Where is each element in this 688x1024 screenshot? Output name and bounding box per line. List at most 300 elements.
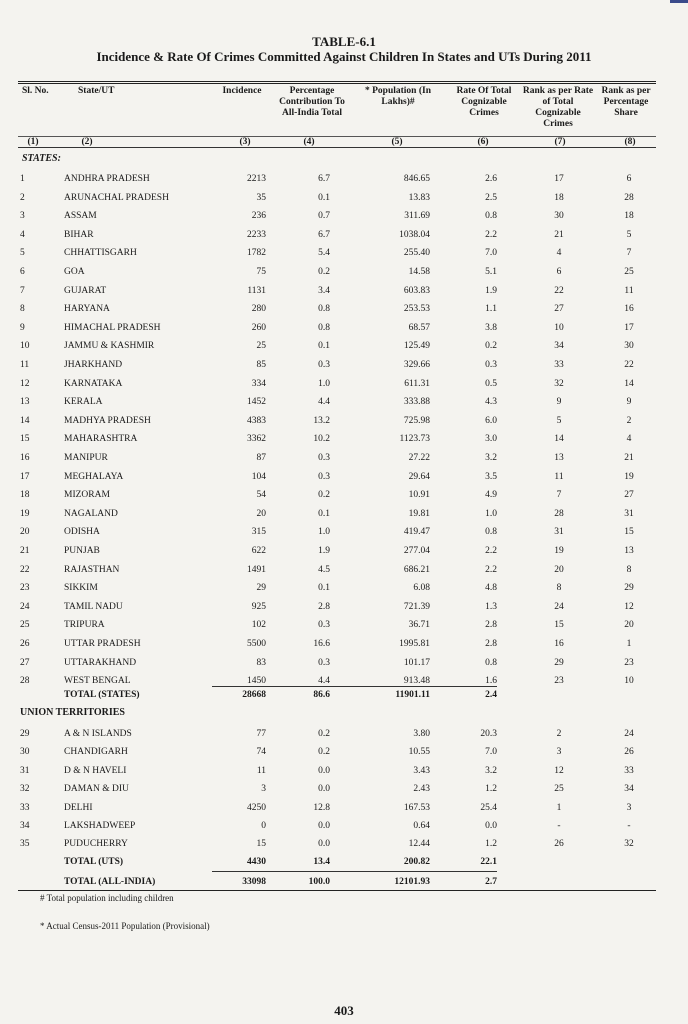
- page-number: 403: [334, 1003, 354, 1018]
- table-row-incidence: 280: [251, 304, 266, 314]
- table-row-sl-no: 6: [20, 267, 25, 277]
- table-row-rank-pct: 22: [624, 360, 634, 370]
- total-states-row-incidence: 28668: [242, 690, 266, 700]
- total-states-row-state-name: TOTAL (STATES): [64, 690, 140, 700]
- total-india-row-rate: 2.7: [485, 877, 497, 887]
- table-row-sl-no: 34: [20, 821, 30, 831]
- table-row-rank-pct: 25: [624, 267, 634, 277]
- header-rate: Rate Of Total Cognizable Crimes: [456, 86, 512, 118]
- table-row-rate: 25.4: [480, 803, 497, 813]
- table-row-sl-no: 26: [20, 639, 30, 649]
- table-row-rank-rate: 27: [554, 304, 564, 314]
- table-row-incidence: 25: [256, 341, 266, 351]
- header-percentage: Percentage Contribution To All-India Total: [279, 86, 345, 118]
- table-row-state-name: TRIPURA: [64, 620, 105, 630]
- table-row-percentage: 0.3: [318, 658, 330, 668]
- table-row-incidence: 15: [256, 839, 266, 849]
- table-row-population: 725.98: [403, 416, 430, 426]
- table-row-rank-rate: 18: [554, 193, 564, 203]
- table-row-incidence: 35: [256, 193, 266, 203]
- table-row-incidence: 2233: [247, 230, 266, 240]
- table-row-rank-rate: 20: [554, 565, 564, 575]
- table-row-state-name: CHANDIGARH: [64, 747, 128, 757]
- table-row-state-name: NAGALAND: [64, 509, 118, 519]
- table-row-incidence: 104: [251, 472, 266, 482]
- table-row-rate: 0.8: [485, 658, 497, 668]
- table-row-state-name: WEST BENGAL: [64, 676, 131, 686]
- table-row-rank-pct: 15: [624, 527, 634, 537]
- table-row-rank-pct: -: [627, 821, 631, 831]
- col-number: (2): [81, 137, 93, 147]
- table-row-percentage: 0.0: [318, 821, 330, 831]
- table-row-rank-rate: 6: [556, 267, 562, 277]
- table-row-rate: 2.2: [485, 546, 497, 556]
- table-row-rate: 1.0: [485, 509, 497, 519]
- table-row-state-name: KERALA: [64, 397, 103, 407]
- table-row-sl-no: 30: [20, 747, 30, 757]
- table-row-population: 36.71: [408, 620, 430, 630]
- footnote-census: * Actual Census-2011 Population (Provisional): [40, 921, 210, 931]
- table-row-rank-pct: 1: [626, 639, 632, 649]
- table-row-incidence: 85: [256, 360, 266, 370]
- table-row-population: 29.64: [408, 472, 430, 482]
- table-row-rank-rate: 21: [554, 230, 564, 240]
- table-row-incidence: 1450: [247, 676, 266, 686]
- table-row-population: 1038.04: [399, 230, 430, 240]
- table-row-state-name: LAKSHADWEEP: [64, 821, 136, 831]
- table-row-percentage: 6.7: [318, 230, 330, 240]
- table-row-rate: 2.5: [485, 193, 497, 203]
- table-row-population: 277.04: [403, 546, 430, 556]
- table-row-rank-rate: 33: [554, 360, 564, 370]
- table-row-population: 10.55: [408, 747, 430, 757]
- table-row-rank-pct: 9: [626, 397, 632, 407]
- table-row-rank-pct: 5: [626, 230, 632, 240]
- table-row-rank-rate: 31: [554, 527, 564, 537]
- table-row-percentage: 0.3: [318, 360, 330, 370]
- table-row-percentage: 1.0: [318, 527, 330, 537]
- total-states-row-percentage: 86.6: [313, 690, 330, 700]
- total-india-row-population: 12101.93: [394, 877, 430, 887]
- table-row-rank-pct: 4: [626, 434, 632, 444]
- table-row-population: 0.64: [413, 821, 430, 831]
- header-state: State/UT: [78, 86, 115, 96]
- table-row-rank-pct: 27: [624, 490, 634, 500]
- table-row-rank-rate: 15: [554, 620, 564, 630]
- table-row-population: 1123.73: [399, 434, 430, 444]
- table-row-percentage: 0.3: [318, 453, 330, 463]
- table-row-percentage: 3.4: [318, 286, 330, 296]
- table-row-incidence: 102: [251, 620, 266, 630]
- table-row-sl-no: 12: [20, 379, 30, 389]
- table-row-rank-rate: 3: [556, 747, 562, 757]
- col-number: (8): [624, 137, 636, 147]
- header-rank-rate: Rank as per Rate of Total Cognizable Crimes: [522, 86, 594, 129]
- table-row-population: 101.17: [403, 658, 430, 668]
- table-row-sl-no: 20: [20, 527, 30, 537]
- table-row-rank-pct: 32: [624, 839, 634, 849]
- table-row-sl-no: 33: [20, 803, 30, 813]
- table-row-rank-pct: 23: [624, 658, 634, 668]
- table-row-incidence: 1782: [247, 248, 266, 258]
- table-row-rank-pct: 19: [624, 472, 634, 482]
- table-row-rate: 3.0: [485, 434, 497, 444]
- table-row-rank-pct: 3: [626, 803, 632, 813]
- table-row-rate: 0.8: [485, 211, 497, 221]
- table-row-percentage: 0.7: [318, 211, 330, 221]
- corner-mark: [670, 0, 688, 3]
- table-row-rank-rate: 13: [554, 453, 564, 463]
- table-row-rank-rate: 7: [556, 490, 562, 500]
- col-number: (5): [391, 137, 403, 147]
- table-row-rate: 1.2: [485, 784, 497, 794]
- table-row-percentage: 0.3: [318, 620, 330, 630]
- table-number: TABLE-6.1: [312, 34, 376, 49]
- table-row-sl-no: 19: [20, 509, 30, 519]
- table-row-rate: 1.9: [485, 286, 497, 296]
- table-row-state-name: ODISHA: [64, 527, 100, 537]
- table-row-incidence: 236: [251, 211, 266, 221]
- header-rank-pct: Rank as per Percentage Share: [601, 86, 651, 118]
- table-row-state-name: SIKKIM: [64, 583, 98, 593]
- table-row-incidence: 622: [251, 546, 266, 556]
- table-row-rate: 3.8: [485, 323, 497, 333]
- table-row-incidence: 4383: [247, 416, 266, 426]
- table-row-sl-no: 13: [20, 397, 30, 407]
- table-row-population: 3.43: [413, 766, 430, 776]
- table-row-percentage: 0.2: [318, 747, 330, 757]
- table-row-rate: 0.8: [485, 527, 497, 537]
- table-row-population: 1995.81: [399, 639, 430, 649]
- table-row-percentage: 0.8: [318, 323, 330, 333]
- ut-subtotal-rule: [212, 871, 497, 872]
- table-row-percentage: 13.2: [313, 416, 330, 426]
- table-row-state-name: MAHARASHTRA: [64, 434, 138, 444]
- table-row-state-name: MADHYA PRADESH: [64, 416, 151, 426]
- table-row-incidence: 75: [256, 267, 266, 277]
- total-states-row-population: 11901.11: [395, 690, 430, 700]
- table-row-rate: 4.8: [485, 583, 497, 593]
- table-row-rank-pct: 12: [624, 602, 634, 612]
- table-row-rank-pct: 21: [624, 453, 634, 463]
- table-row-incidence: 1131: [247, 286, 266, 296]
- table-row-incidence: 74: [256, 747, 266, 757]
- table-row-incidence: 11: [256, 766, 266, 776]
- table-row-sl-no: 31: [20, 766, 30, 776]
- table-row-percentage: 6.7: [318, 174, 330, 184]
- header-bottom-rule: [18, 147, 656, 148]
- table-row-rank-pct: 31: [624, 509, 634, 519]
- col-number: (7): [554, 137, 566, 147]
- table-row-state-name: A & N ISLANDS: [64, 729, 132, 739]
- table-row-percentage: 12.8: [313, 803, 330, 813]
- table-row-population: 333.88: [403, 397, 430, 407]
- header-population: * Population (In Lakhs)#: [365, 86, 431, 107]
- table-row-population: 2.43: [413, 784, 430, 794]
- table-row-population: 6.08: [413, 583, 430, 593]
- table-row-state-name: BIHAR: [64, 230, 94, 240]
- table-row-rate: 1.1: [485, 304, 497, 314]
- table-row-rank-rate: 4: [556, 248, 562, 258]
- table-row-sl-no: 35: [20, 839, 30, 849]
- table-row-percentage: 1.9: [318, 546, 330, 556]
- table-row-percentage: 4.5: [318, 565, 330, 575]
- table-row-sl-no: 9: [20, 323, 25, 333]
- table-row-population: 14.58: [408, 267, 430, 277]
- table-row-rank-pct: 26: [624, 747, 634, 757]
- table-row-rank-rate: 19: [554, 546, 564, 556]
- table-row-population: 68.57: [408, 323, 430, 333]
- table-row-percentage: 16.6: [313, 639, 330, 649]
- table-row-incidence: 3: [261, 784, 266, 794]
- table-row-state-name: JAMMU & KASHMIR: [64, 341, 155, 351]
- table-row-incidence: 20: [256, 509, 266, 519]
- table-row-sl-no: 21: [20, 546, 30, 556]
- table-row-sl-no: 16: [20, 453, 30, 463]
- table-row-rank-pct: 20: [624, 620, 634, 630]
- table-row-rank-pct: 28: [624, 193, 634, 203]
- table-row-state-name: UTTAR PRADESH: [64, 639, 141, 649]
- table-row-percentage: 0.0: [318, 766, 330, 776]
- table-row-rank-rate: 16: [554, 639, 564, 649]
- total-states-row-rate: 2.4: [485, 690, 497, 700]
- table-row-population: 603.83: [403, 286, 430, 296]
- table-row-rate: 0.5: [485, 379, 497, 389]
- table-row-rank-pct: 6: [626, 174, 632, 184]
- total-uts-row-state-name: TOTAL (UTS): [64, 857, 124, 867]
- table-row-rate: 4.3: [485, 397, 497, 407]
- table-row-rate: 3.5: [485, 472, 497, 482]
- table-row-incidence: 87: [256, 453, 266, 463]
- table-row-state-name: PUDUCHERRY: [64, 839, 128, 849]
- table-row-sl-no: 28: [20, 676, 30, 686]
- table-row-sl-no: 23: [20, 583, 30, 593]
- table-row-rate: 7.0: [485, 747, 497, 757]
- table-row-incidence: 1491: [247, 565, 266, 575]
- table-row-state-name: PUNJAB: [64, 546, 100, 556]
- table-row-incidence: 3362: [247, 434, 266, 444]
- table-row-rate: 3.2: [485, 766, 497, 776]
- table-row-state-name: KARNATAKA: [64, 379, 123, 389]
- table-row-rate: 1.3: [485, 602, 497, 612]
- table-row-rank-pct: 7: [626, 248, 632, 258]
- table-row-percentage: 4.4: [318, 397, 330, 407]
- table-row-population: 255.40: [403, 248, 430, 258]
- table-row-state-name: ASSAM: [64, 211, 97, 221]
- table-row-population: 329.66: [403, 360, 430, 370]
- table-row-rate: 2.8: [485, 620, 497, 630]
- table-row-population: 611.31: [404, 379, 430, 389]
- table-row-incidence: 77: [256, 729, 266, 739]
- table-row-state-name: GOA: [64, 267, 85, 277]
- table-row-percentage: 0.3: [318, 472, 330, 482]
- table-title: Incidence & Rate Of Crimes Committed Against Children In States and UTs During 2011: [96, 49, 592, 64]
- table-row-state-name: HARYANA: [64, 304, 110, 314]
- table-row-state-name: ARUNACHAL PRADESH: [64, 193, 169, 203]
- table-row-sl-no: 8: [20, 304, 25, 314]
- table-row-percentage: 1.0: [318, 379, 330, 389]
- table-row-rank-pct: 18: [624, 211, 634, 221]
- footnote-population: # Total population including children: [40, 893, 174, 903]
- table-row-percentage: 4.4: [318, 676, 330, 686]
- header-top-rule: [18, 81, 656, 84]
- table-row-rank-rate: 32: [554, 379, 564, 389]
- table-row-sl-no: 4: [20, 230, 25, 240]
- header-incidence: Incidence: [222, 86, 262, 96]
- table-row-percentage: 0.2: [318, 490, 330, 500]
- table-row-sl-no: 1: [20, 174, 25, 184]
- total-india-row-state-name: TOTAL (ALL-INDIA): [64, 877, 156, 887]
- table-row-rate: 2.2: [485, 565, 497, 575]
- table-row-incidence: 4250: [247, 803, 266, 813]
- table-row-rank-pct: 11: [624, 286, 634, 296]
- table-row-rank-rate: 17: [554, 174, 564, 184]
- table-row-rate: 3.2: [485, 453, 497, 463]
- table-row-rank-rate: 22: [554, 286, 564, 296]
- table-row-rank-pct: 33: [624, 766, 634, 776]
- col-number: (4): [303, 137, 315, 147]
- col-number: (3): [239, 137, 251, 147]
- table-row-sl-no: 17: [20, 472, 30, 482]
- table-row-sl-no: 2: [20, 193, 25, 203]
- header-sl-no: Sl. No.: [22, 86, 49, 96]
- table-row-sl-no: 32: [20, 784, 30, 794]
- table-row-sl-no: 10: [20, 341, 30, 351]
- table-row-state-name: ANDHRA PRADESH: [64, 174, 150, 184]
- table-row-rate: 1.2: [485, 839, 497, 849]
- table-row-rank-pct: 2: [626, 416, 632, 426]
- table-row-sl-no: 25: [20, 620, 30, 630]
- table-row-rank-rate: 24: [554, 602, 564, 612]
- col-number: (6): [477, 137, 489, 147]
- table-row-state-name: RAJASTHAN: [64, 565, 120, 575]
- table-row-rate: 0.0: [485, 821, 497, 831]
- table-row-incidence: 83: [256, 658, 266, 668]
- col-number: (1): [27, 137, 39, 147]
- table-row-rate: 2.6: [485, 174, 497, 184]
- table-row-sl-no: 29: [20, 729, 30, 739]
- table-row-rank-pct: 10: [624, 676, 634, 686]
- table-row-population: 13.83: [408, 193, 430, 203]
- table-row-rank-rate: 2: [556, 729, 562, 739]
- table-row-population: 167.53: [403, 803, 430, 813]
- table-row-incidence: 925: [251, 602, 266, 612]
- table-row-rank-pct: 13: [624, 546, 634, 556]
- table-row-population: 721.39: [403, 602, 430, 612]
- table-row-state-name: HIMACHAL PRADESH: [64, 323, 161, 333]
- table-row-population: 913.48: [403, 676, 430, 686]
- table-row-percentage: 0.2: [318, 267, 330, 277]
- table-row-population: 311.69: [404, 211, 430, 221]
- table-row-state-name: CHHATTISGARH: [64, 248, 137, 258]
- table-row-incidence: 2213: [247, 174, 266, 184]
- table-row-state-name: DAMAN & DIU: [64, 784, 129, 794]
- table-row-sl-no: 5: [20, 248, 25, 258]
- table-row-rank-rate: 11: [554, 472, 564, 482]
- table-row-sl-no: 18: [20, 490, 30, 500]
- table-row-rate: 20.3: [480, 729, 497, 739]
- total-uts-row-incidence: 4430: [247, 857, 266, 867]
- table-row-rate: 1.6: [485, 676, 497, 686]
- table-row-percentage: 5.4: [318, 248, 330, 258]
- table-row-sl-no: 14: [20, 416, 30, 426]
- table-row-rank-pct: 30: [624, 341, 634, 351]
- table-row-rate: 5.1: [485, 267, 497, 277]
- table-row-state-name: TAMIL NADU: [64, 602, 123, 612]
- ut-section-label: UNION TERRITORIES: [20, 707, 125, 718]
- table-row-percentage: 0.0: [318, 784, 330, 794]
- table-row-rate: 6.0: [485, 416, 497, 426]
- table-row-percentage: 2.8: [318, 602, 330, 612]
- table-row-percentage: 0.0: [318, 839, 330, 849]
- table-row-population: 19.81: [408, 509, 430, 519]
- table-row-population: 419.47: [403, 527, 430, 537]
- table-row-incidence: 315: [251, 527, 266, 537]
- table-row-rank-rate: 29: [554, 658, 564, 668]
- table-row-population: 125.49: [403, 341, 430, 351]
- table-row-population: 3.80: [413, 729, 430, 739]
- table-row-sl-no: 22: [20, 565, 30, 575]
- table-row-rate: 0.2: [485, 341, 497, 351]
- table-row-sl-no: 3: [20, 211, 25, 221]
- states-subtotal-rule: [212, 686, 497, 687]
- table-row-population: 12.44: [408, 839, 430, 849]
- table-row-rate: 0.3: [485, 360, 497, 370]
- table-row-state-name: DELHI: [64, 803, 93, 813]
- table-row-rank-pct: 16: [624, 304, 634, 314]
- total-uts-row-population: 200.82: [403, 857, 430, 867]
- table-row-state-name: MANIPUR: [64, 453, 108, 463]
- table-row-rate: 7.0: [485, 248, 497, 258]
- table-row-rank-rate: -: [557, 821, 561, 831]
- table-row-state-name: MEGHALAYA: [64, 472, 124, 482]
- table-row-percentage: 0.2: [318, 729, 330, 739]
- table-row-sl-no: 11: [20, 360, 30, 370]
- table-row-rank-rate: 5: [556, 416, 562, 426]
- table-row-rank-rate: 1: [556, 803, 562, 813]
- table-row-rank-rate: 12: [554, 766, 564, 776]
- table-row-incidence: 29: [256, 583, 266, 593]
- table-row-percentage: 0.1: [318, 509, 330, 519]
- table-row-population: 253.53: [403, 304, 430, 314]
- table-row-sl-no: 27: [20, 658, 30, 668]
- table-row-incidence: 260: [251, 323, 266, 333]
- table-row-percentage: 0.1: [318, 583, 330, 593]
- table-row-rank-rate: 28: [554, 509, 564, 519]
- table-row-rate: 4.9: [485, 490, 497, 500]
- total-uts-row-percentage: 13.4: [313, 857, 330, 867]
- table-row-rank-rate: 26: [554, 839, 564, 849]
- table-row-rank-pct: 34: [624, 784, 634, 794]
- table-row-rank-rate: 34: [554, 341, 564, 351]
- table-row-percentage: 0.1: [318, 341, 330, 351]
- table-row-state-name: D & N HAVELI: [64, 766, 127, 776]
- table-row-population: 27.22: [408, 453, 430, 463]
- table-row-rank-rate: 9: [556, 397, 562, 407]
- table-row-state-name: JHARKHAND: [64, 360, 123, 370]
- table-row-rank-pct: 8: [626, 565, 632, 575]
- table-row-sl-no: 15: [20, 434, 30, 444]
- table-row-incidence: 0: [261, 821, 266, 831]
- table-row-rank-rate: 30: [554, 211, 564, 221]
- table-row-rank-pct: 29: [624, 583, 634, 593]
- table-row-percentage: 0.8: [318, 304, 330, 314]
- table-row-incidence: 5500: [247, 639, 266, 649]
- table-row-rank-rate: 8: [556, 583, 562, 593]
- table-row-rate: 2.8: [485, 639, 497, 649]
- table-row-rate: 2.2: [485, 230, 497, 240]
- table-row-incidence: 1452: [247, 397, 266, 407]
